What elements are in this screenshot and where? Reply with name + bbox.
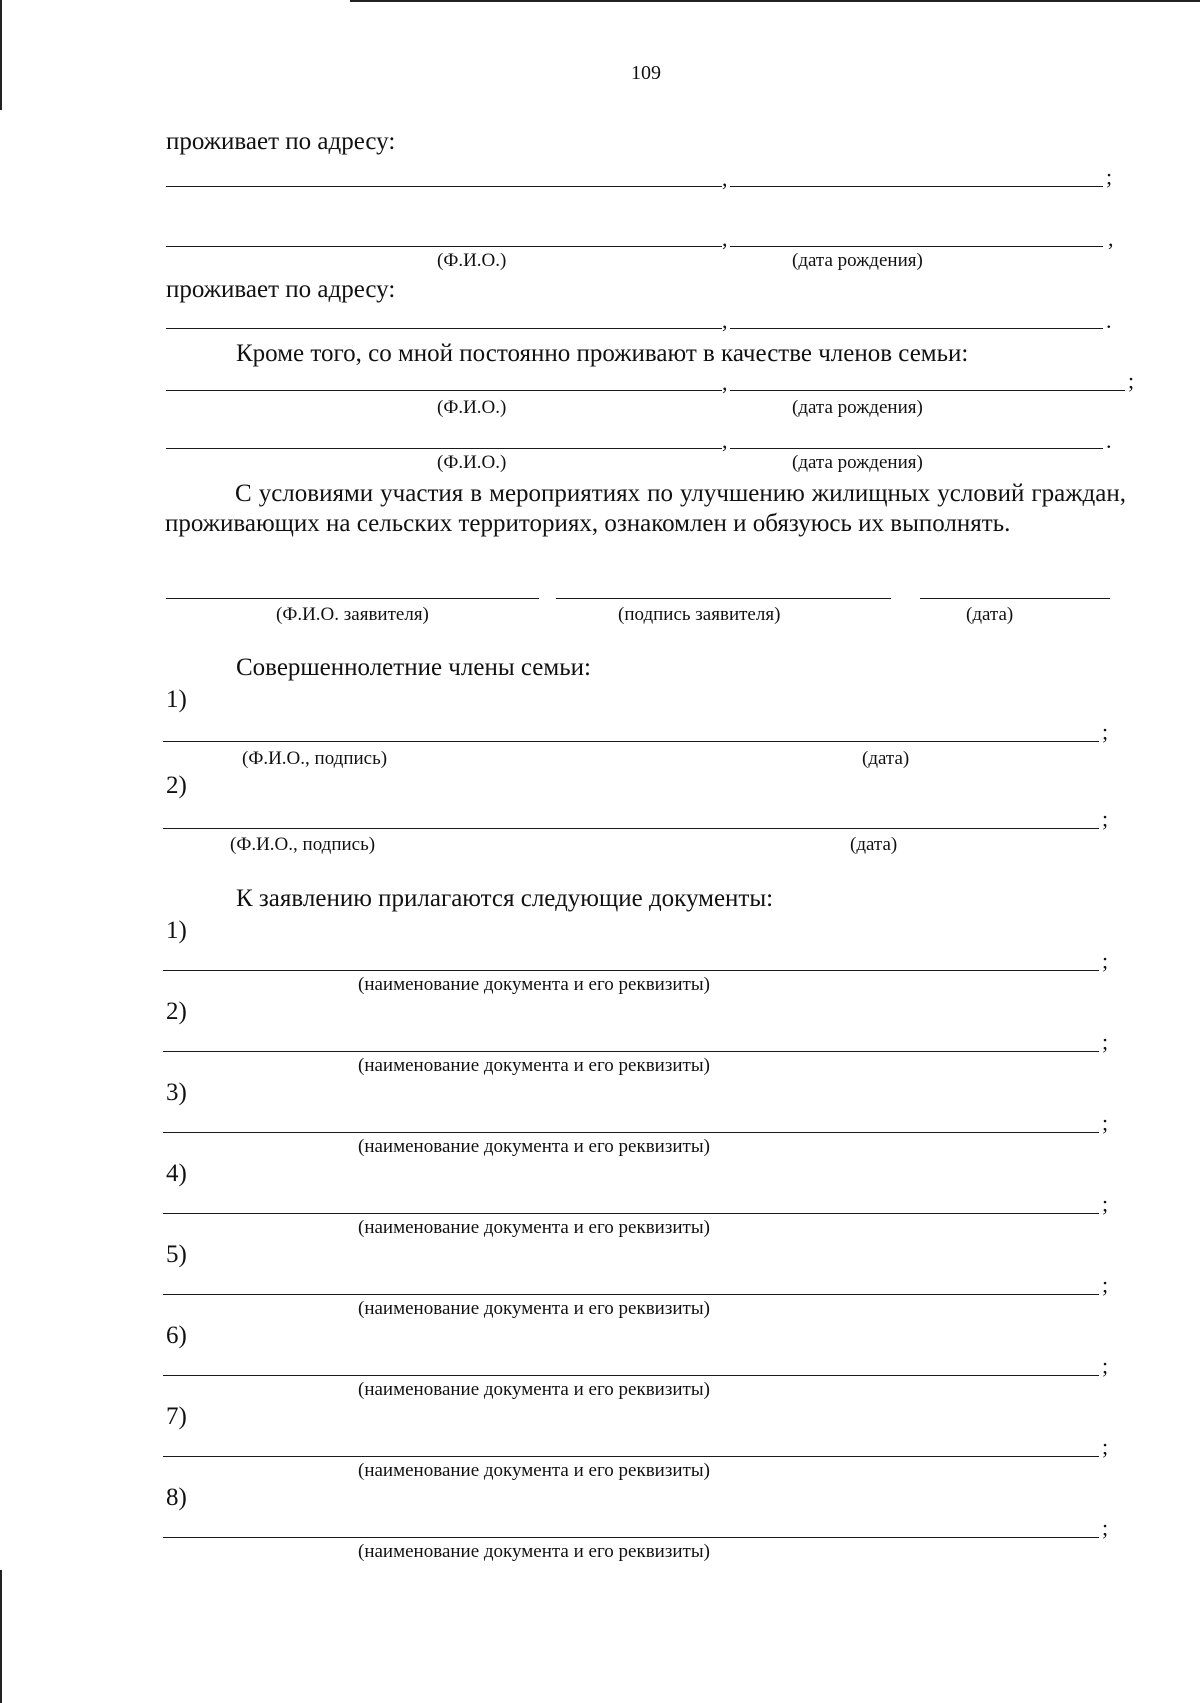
page-number: 109 [631,62,661,84]
semicolon-mark: ; [1102,719,1109,744]
document-line-2 [163,1051,1099,1052]
period-mark: . [1106,308,1112,333]
adult-member-fio-sign-1: (Ф.И.О., подпись) [242,748,388,769]
address-line-right-1 [730,186,1103,187]
document-line-4 [163,1213,1099,1214]
scan-edge-left-bottom [0,1570,2,1703]
family-birth-caption-2: (дата рождения) [792,452,923,473]
documents-heading: К заявлению прилагаются следующие документы: [236,885,774,912]
semicolon-mark: ; [1102,1272,1109,1297]
document-number-6: 6) [166,1322,187,1349]
semicolon-mark: ; [1102,1353,1109,1378]
applicant-signature-caption: (подпись заявителя) [618,604,781,625]
semicolon-mark: ; [1102,1515,1109,1540]
family-fio-caption-2: (Ф.И.О.) [437,452,507,473]
adult-member-number-1: 1) [166,686,187,713]
family-intro: Кроме того, со мной постоянно проживают в качестве членов семьи: [236,340,969,367]
semicolon-mark: ; [1102,806,1109,831]
address-label-2: проживает по адресу: [166,276,396,303]
adult-member-line-1 [163,741,1099,742]
adult-member-date-1: (дата) [862,748,910,769]
comma-mark: , [722,308,728,333]
document-number-2: 2) [166,998,187,1025]
family-fio-caption-1: (Ф.И.О.) [437,397,507,418]
semicolon-mark: ; [1106,164,1113,189]
fio-line-2 [166,246,722,247]
document-caption-2: (наименование документа и его реквизиты) [358,1055,710,1076]
document-line-1 [163,970,1099,971]
document-number-5: 5) [166,1241,187,1268]
document-line-5 [163,1294,1099,1295]
applicant-fio-caption: (Ф.И.О. заявителя) [276,604,429,625]
document-number-3: 3) [166,1079,187,1106]
document-line-8 [163,1537,1099,1538]
comma-mark: , [722,428,728,453]
address-line-right-2 [730,328,1103,329]
comma-mark: , [722,166,728,191]
scan-edge-left [0,0,2,110]
family-birth-line-1 [730,390,1125,391]
applicant-date-line [920,598,1110,599]
document-caption-8: (наименование документа и его реквизиты) [358,1541,710,1562]
document-line-6 [163,1375,1099,1376]
family-birth-line-2 [730,448,1103,449]
document-caption-7: (наименование документа и его реквизиты) [358,1460,710,1481]
document-line-7 [163,1456,1099,1457]
period-mark: . [1106,428,1112,453]
address-label-1: проживает по адресу: [166,128,396,155]
applicant-fio-line [166,598,539,599]
adult-member-fio-sign-2: (Ф.И.О., подпись) [230,834,376,855]
document-caption-5: (наименование документа и его реквизиты) [358,1298,710,1319]
applicant-date-caption: (дата) [966,604,1014,625]
semicolon-mark: ; [1128,368,1135,393]
birth-caption-2: (дата рождения) [792,250,923,271]
scan-edge-top [350,0,1200,2]
family-birth-caption-1: (дата рождения) [792,397,923,418]
family-fio-line-2 [166,448,722,449]
adult-member-number-2: 2) [166,772,187,799]
fio-caption-2: (Ф.И.О.) [437,250,507,271]
document-caption-4: (наименование документа и его реквизиты) [358,1217,710,1238]
document-line-3 [163,1132,1099,1133]
comma-mark: , [722,370,728,395]
document-number-4: 4) [166,1160,187,1187]
adult-member-line-2 [163,828,1099,829]
comma-mark: , [1108,226,1114,251]
document-number-8: 8) [166,1484,187,1511]
semicolon-mark: ; [1102,1191,1109,1216]
family-fio-line-1 [166,390,722,391]
conditions-paragraph: С условиями участия в мероприятиях по улучшению жилищных условий граждан, проживающих на сельских территориях, ознакомлен и обязуюсь их выполнять. [165,480,1126,537]
document-number-1: 1) [166,917,187,944]
comma-mark: , [722,226,728,251]
adult-member-date-2: (дата) [850,834,898,855]
document-caption-1: (наименование документа и его реквизиты) [358,974,710,995]
address-line-left-1 [166,186,722,187]
semicolon-mark: ; [1102,1029,1109,1054]
adult-members-heading: Совершеннолетние члены семьи: [236,654,591,681]
applicant-signature-line [556,598,891,599]
semicolon-mark: ; [1102,948,1109,973]
document-caption-6: (наименование документа и его реквизиты) [358,1379,710,1400]
semicolon-mark: ; [1102,1110,1109,1135]
address-line-left-2 [166,328,722,329]
document-caption-3: (наименование документа и его реквизиты) [358,1136,710,1157]
document-number-7: 7) [166,1403,187,1430]
birth-line-2 [730,246,1103,247]
semicolon-mark: ; [1102,1434,1109,1459]
